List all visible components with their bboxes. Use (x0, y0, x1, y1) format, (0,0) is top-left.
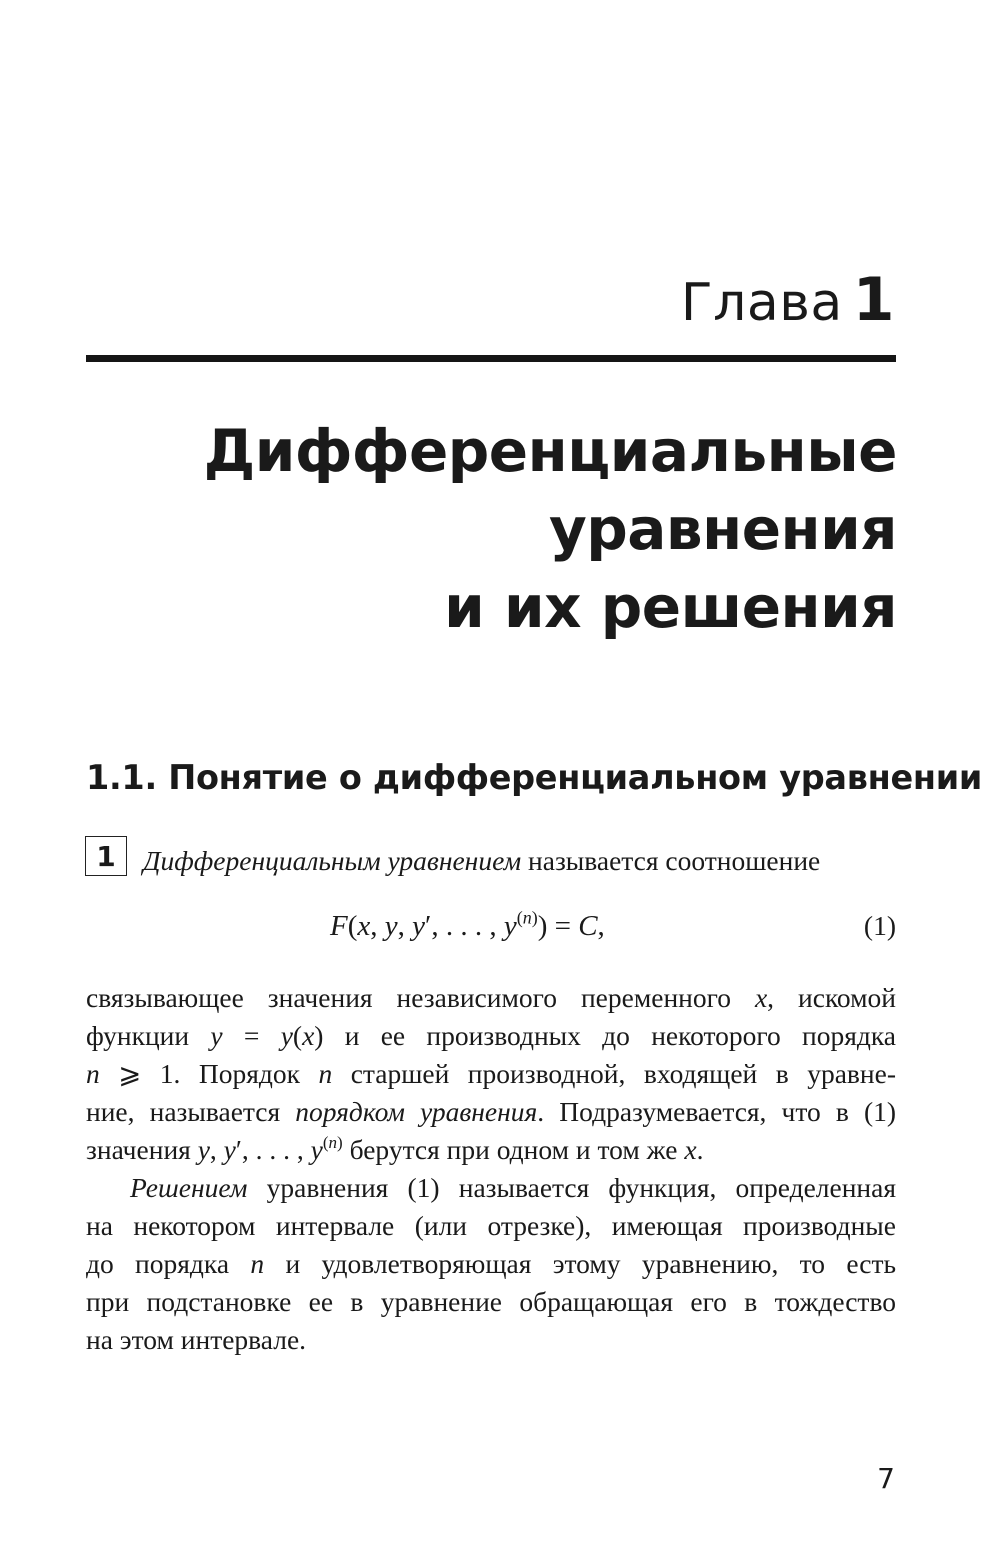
body-line: при подстановке ее в уравнение обращающая его в тождество (86, 1286, 896, 1317)
body-line: значения y, y′, . . . , $y^{(n)}$ берутся при одном и том же x. (86, 1132, 704, 1165)
text-segment: старшей производной, входящей в уравне- (350, 1058, 896, 1089)
term-differential-equation: Дифференциальным уравнением (143, 845, 522, 876)
text-segment: ние, называется (86, 1096, 281, 1127)
text-segment: уравнения (1) называется функция, определенная (266, 1172, 896, 1203)
text-segment: функции (86, 1020, 190, 1051)
chapter-title (204, 412, 897, 646)
page-number: 7 (877, 1462, 895, 1495)
text-segment: связывающее значения независимого переменного (86, 982, 731, 1013)
chapter-divider (86, 355, 896, 362)
text-segment: , искомой (767, 982, 897, 1013)
body-line (130, 1169, 896, 1207)
body-line: функции y = y(x) и ее производных до некоторого порядка (86, 1020, 896, 1051)
text-segment: до порядка (86, 1248, 230, 1279)
chapter-heading (681, 265, 895, 335)
text-segment: и удовлетворяющая этому уравнению, то есть (285, 1248, 897, 1279)
chapter-number: 1 (852, 265, 895, 335)
chapter-label: Глава (680, 273, 843, 333)
text-segment: называется соотношение (528, 845, 821, 876)
equation-number: (1) (863, 910, 896, 941)
body-line: n ⩾ 1. Порядок n старшей производной, входящей в уравне- (86, 1058, 896, 1089)
text-segment: . Подразумевается, что в (1) (537, 1096, 897, 1127)
chapter-title-line: уравнения (548, 495, 897, 563)
section-title: 1.1. Понятие о дифференциальном уравнении (86, 758, 983, 797)
term-order: порядком уравнения (295, 1096, 538, 1127)
text-segment: и ее производных до некоторого порядка (344, 1020, 896, 1051)
text-segment: 1. Порядок (159, 1058, 300, 1089)
definition-line (143, 842, 820, 880)
body-line: до порядка n и удовлетворяющая этому уравнению, то есть (86, 1248, 897, 1279)
term-solution: Решением (130, 1172, 248, 1203)
body-line (86, 1093, 896, 1131)
text-segment: берутся при одном и том же (349, 1134, 678, 1165)
body-line: на некотором интервале (или отрезке), имеющая производные (86, 1210, 896, 1241)
formula: F(x, y, y′, . . . , $y^{(n)}) = C$, (330, 907, 605, 942)
chapter-title-line: и их решения (444, 573, 897, 641)
paragraph-number-box: 1 (85, 836, 127, 876)
body-line: на этом интервале. (86, 1324, 307, 1355)
text-segment: значения (86, 1134, 191, 1165)
chapter-title-line: Дифференциальные (203, 417, 897, 485)
body-line: связывающее значения независимого переменного x, искомой (86, 982, 897, 1013)
